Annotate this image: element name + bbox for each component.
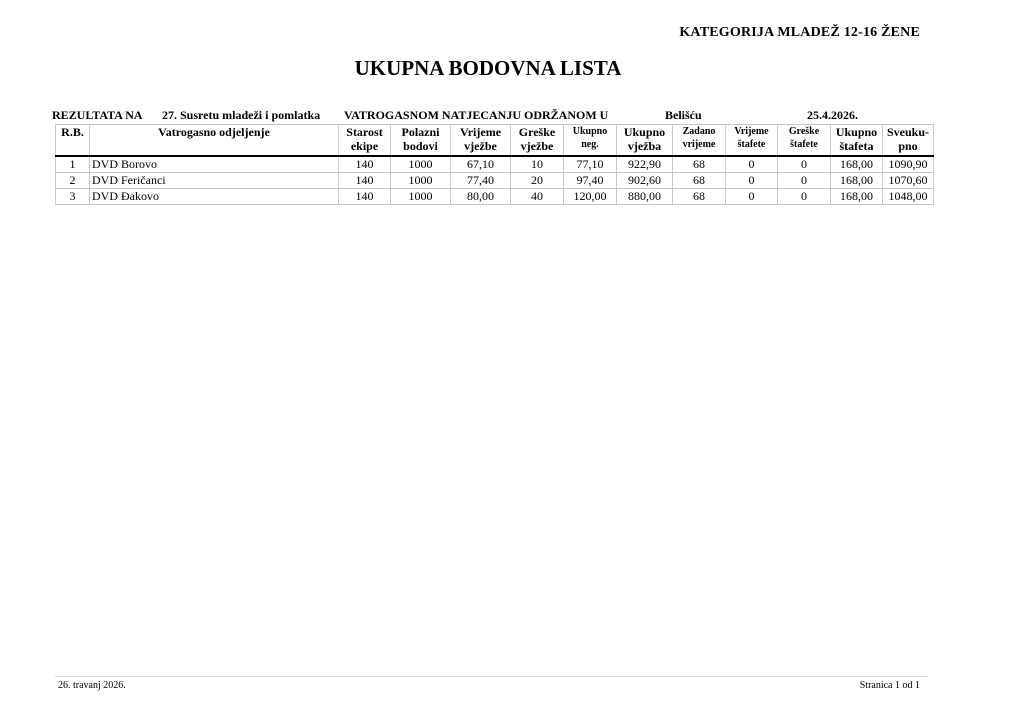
cell-relay-time: 0 [726, 156, 778, 173]
cell-team-age: 140 [339, 156, 391, 173]
column-header-team-age: Starost ekipe [339, 125, 391, 157]
cell-exercise-time: 67,10 [451, 156, 511, 173]
cell-exercise-time: 80,00 [451, 189, 511, 205]
cell-starting-points: 1000 [391, 173, 451, 189]
cell-department-name: DVD Đakovo [90, 189, 339, 205]
column-header-exercise-time: Vrijeme vježbe [451, 125, 511, 157]
column-header-total-exercise: Ukupno vježba [617, 125, 673, 157]
cell-exercise-errors: 10 [511, 156, 564, 173]
footer-divider [55, 676, 927, 677]
column-header-grand-total: Sveuku- pno [883, 125, 934, 157]
cell-set-time: 68 [673, 156, 726, 173]
cell-total-negative: 77,10 [564, 156, 617, 173]
cell-total-negative: 97,40 [564, 173, 617, 189]
column-header-relay-time: Vrijeme štafete [726, 125, 778, 157]
event-name: 27. Susretu mladeži i pomlatka [162, 108, 321, 122]
cell-total-exercise: 880,00 [617, 189, 673, 205]
table-row [56, 156, 934, 173]
cell-grand-total: 1070,60 [883, 173, 934, 189]
cell-exercise-errors: 20 [511, 173, 564, 189]
cell-team-age: 140 [339, 189, 391, 205]
cell-relay-time: 0 [726, 173, 778, 189]
cell-team-age: 140 [339, 173, 391, 189]
cell-set-time: 68 [673, 189, 726, 205]
results-meta-line [52, 108, 932, 124]
column-header-relay-errors: Greške štafete [778, 125, 831, 157]
table-row [56, 189, 934, 205]
column-header-total-negative: Ukupno neg. [564, 125, 617, 157]
cell-total-relay: 168,00 [831, 189, 883, 205]
cell-rb: 3 [56, 189, 90, 205]
cell-exercise-time: 77,40 [451, 173, 511, 189]
cell-starting-points: 1000 [391, 189, 451, 205]
cell-grand-total: 1048,00 [883, 189, 934, 205]
cell-total-exercise: 902,60 [617, 173, 673, 189]
cell-rb: 2 [56, 173, 90, 189]
cell-grand-total: 1090,90 [883, 156, 934, 173]
footer-print-date: 26. travanj 2026. [58, 680, 126, 691]
cell-total-negative: 120,00 [564, 189, 617, 205]
footer-page-info: Stranica 1 od 1 [859, 680, 920, 691]
column-header-exercise-errors: Greške vježbe [511, 125, 564, 157]
cell-rb: 1 [56, 156, 90, 173]
cell-exercise-errors: 40 [511, 189, 564, 205]
event-date: 25.4.2026. [807, 108, 858, 122]
column-header-rb: R.B. [56, 125, 90, 157]
cell-relay-errors: 0 [778, 189, 831, 205]
results-table [55, 124, 934, 205]
column-header-set-time: Zadano vrijeme [673, 125, 726, 157]
page-title: UKUPNA BODOVNA LISTA [354, 56, 622, 80]
column-header-department: Vatrogasno odjeljenje [90, 125, 339, 157]
cell-department-name: DVD Borovo [90, 156, 339, 173]
category-label: KATEGORIJA MLADEŽ 12-16 ŽENE [679, 25, 920, 40]
column-header-total-relay: Ukupno štafeta [831, 125, 883, 157]
event-place: Belišću [665, 108, 702, 122]
cell-relay-errors: 0 [778, 156, 831, 173]
cell-starting-points: 1000 [391, 156, 451, 173]
cell-relay-time: 0 [726, 189, 778, 205]
cell-department-name: DVD Feričanci [90, 173, 339, 189]
table-header-row [56, 125, 934, 157]
cell-set-time: 68 [673, 173, 726, 189]
results-label: REZULTATA NA [52, 108, 143, 122]
cell-total-exercise: 922,90 [617, 156, 673, 173]
cell-total-relay: 168,00 [831, 173, 883, 189]
competition-label: VATROGASNOM NATJECANJU ODRŽANOM U [344, 108, 609, 122]
column-header-starting-points: Polazni bodovi [391, 125, 451, 157]
cell-relay-errors: 0 [778, 173, 831, 189]
cell-total-relay: 168,00 [831, 156, 883, 173]
table-row [56, 173, 934, 189]
